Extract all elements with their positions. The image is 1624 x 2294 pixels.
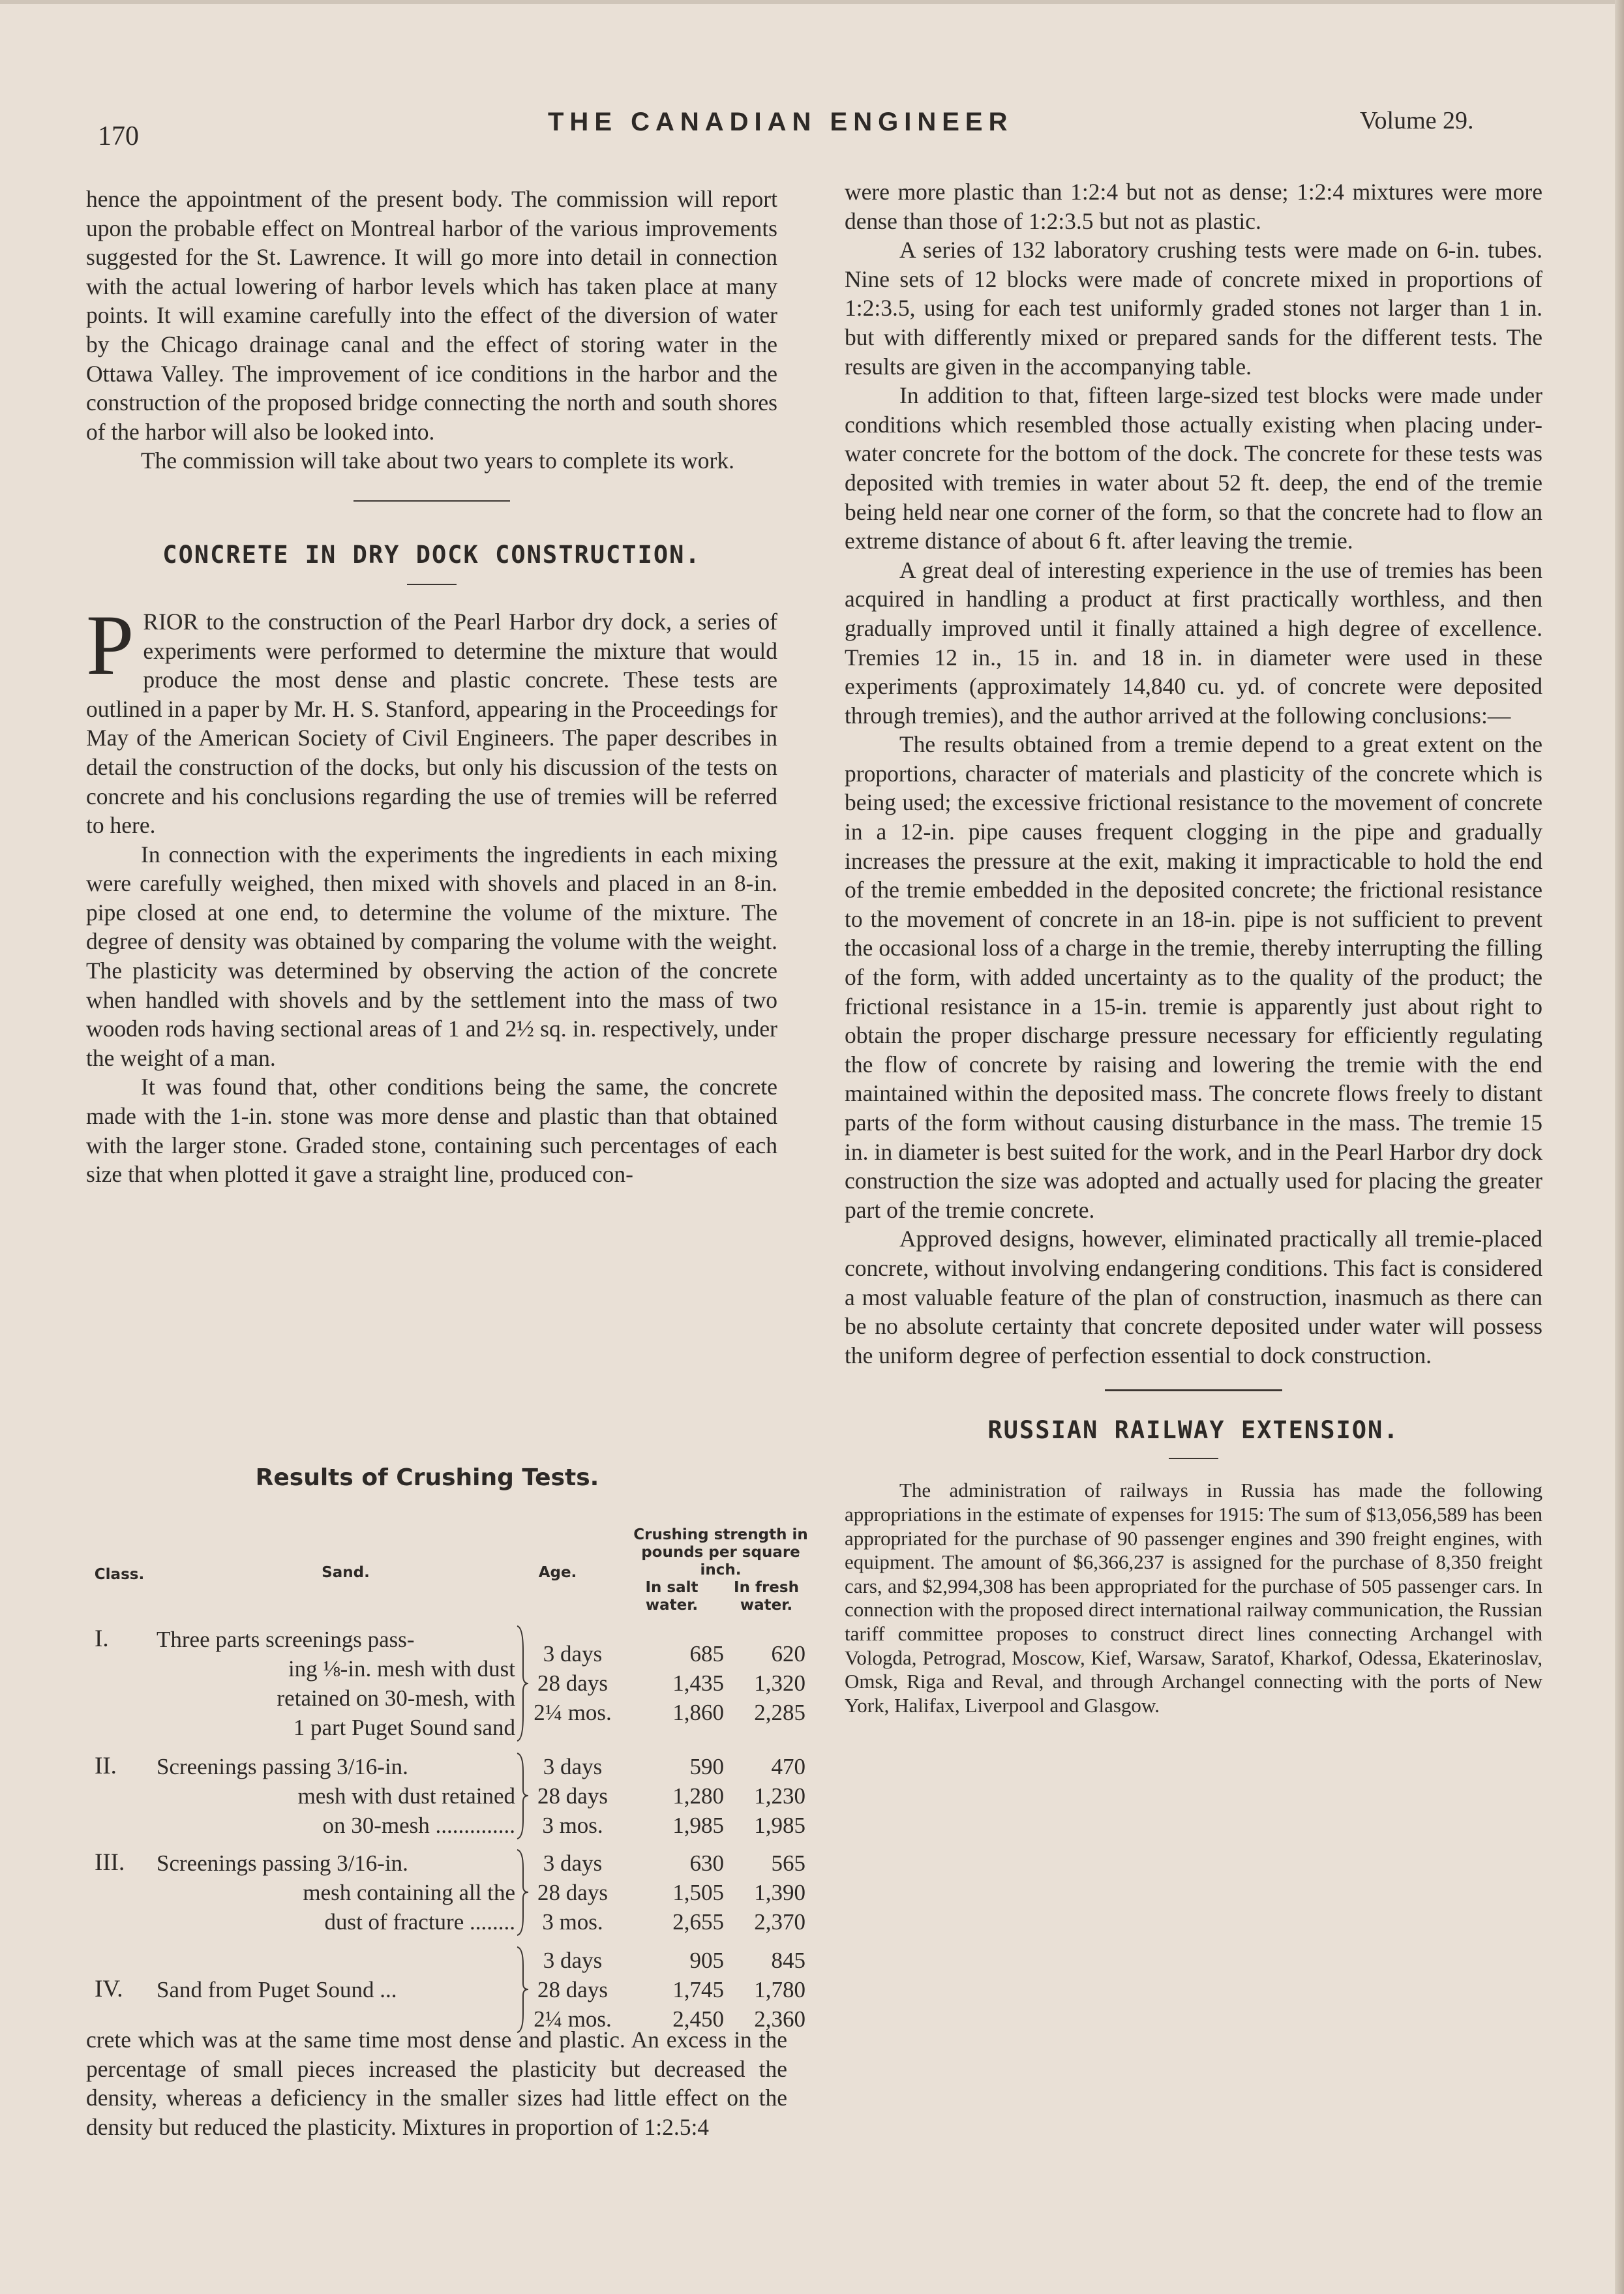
- salt-cell: 1,435: [672, 1670, 724, 1696]
- row-ages: [530, 1849, 615, 1937]
- salt-cell: 1,985: [672, 1813, 724, 1838]
- fresh-cell: 1,780: [754, 1977, 805, 2002]
- salt-cell: 1,505: [672, 1880, 724, 1905]
- fresh-cell: 845: [771, 1948, 805, 1973]
- row-sand: [157, 1975, 515, 2004]
- page-top-edge: [0, 0, 1624, 4]
- salt-cell: 905: [689, 1948, 724, 1973]
- age-cell: 2¼ mos.: [534, 1700, 612, 1725]
- sand-line: retained on 30-mesh, with: [277, 1685, 515, 1711]
- volume-label: Volume 29.: [1360, 107, 1474, 134]
- title-underline: [1169, 1458, 1218, 1459]
- fresh-cell: 565: [771, 1850, 805, 1876]
- salt-cell: 630: [689, 1850, 724, 1876]
- page-number: 170: [98, 121, 139, 151]
- row-fresh: [721, 1639, 805, 1727]
- body-paragraph: The administration of railways in Russia has made the following appropriations in the estimate of expenses for 1915: The sum of $13,056,589 has been appropriated for the purchase of 90 passenger engines and 390 freight engines, with equipment. The amount of $6,366,237 is assigned for the purchase of 8,350 freight cars, and $2,994,308 has been appropriated for the purchase of 505 passenger cars. In connection with the proposed direct international railway communication, the Russian tariff committee proposes to construct direct lines connecting Archangel with Vologda, Petrograd, Moscow, Kief, Warsaw, Saratof, Kharkof, Odessa, Ekaterinoslav, Omsk, Riga and Reval, and through Archangel connecting with the ports of New York, Halifax, Liverpool and Glasgow.: [845, 1479, 1542, 1717]
- header-fresh: In fresh water.: [734, 1579, 799, 1614]
- body-paragraph: In addition to that, fifteen large-sized test blocks were made under conditions which resembled those actually existing when placing under-water concrete for the bottom of the dock. The concrete for these tests was deposited with tremies in water about 52 ft. deep, the end of the tremie being held near one corner of the form, so that the concrete had to flow an extreme distance of about 6 ft. after leaving the tremie.: [845, 382, 1542, 554]
- row-class: I.: [95, 1625, 109, 1652]
- crushing-tests-table: [88, 1464, 808, 2065]
- body-paragraph: crete which was at the same time most dense and plastic. An excess in the percentage of small pieces increased the plasticity but decreased the density, whereas a deficiency in the smaller sizes had little effect on the density but reduced the plasticity. Mixtures in proportion of 1:2.5:4: [86, 2027, 787, 2140]
- body-paragraph: The results obtained from a tremie depend to a great extent on the proportions, character of materials and plasticity of the concrete which is being used; the excessive frictional resistance to the movement of concrete in a 12-in. pipe causes frequent clogging in the pipe and gradually increases the pressure at the exit, making it impracticable to hold the end of the tremie embedded in the deposited concrete; the frictional resistance to the movement of concrete in an 18-in. pipe is not sufficient to prevent the occasional loss of a charge in the tremie, thereby interrupting the filling of the form, with added uncertainty as to the quality of the product; the frictional resistance in a 15-in. tremie is apparently just about right to obtain the proper discharge pressure necessary for efficiently regulating the flow of concrete by raising and lowering the tremie with the end maintained within the deposited mass. The concrete flows freely to distant parts of the form without causing disturbance in the mass. The tremie 15 in. in diameter is best suited for the work, and in the Pearl Harbor dry dock construction the size was adopted and actually used for placing the greater part of the tremie concrete.: [845, 731, 1542, 1223]
- body-paragraph: A great deal of interesting experience in the use of tremies has been acquired in handling a product at first practically worthless, and then gradually improved until it finally attained a high degree of excellence. Tremies 12 in., 15 in. and 18 in. in diameter were used in these experiments (approximately 14,840 cu. yd. of concrete were deposited through tremies), and the author arrived at the following conclusions:—: [845, 556, 1542, 729]
- salt-cell: 1,280: [672, 1783, 724, 1809]
- age-cell: 28 days: [537, 1977, 608, 2002]
- body-paragraph: In connection with the experiments the ingredients in each mixing were carefully weighed, then mixed with shovels and placed in an 8-in. pipe closed at one end, to determine the volume of the mixture. The degree of density was obtained by comparing the volume with the weight. The plasticity was determined by observing the action of the concrete when handled with shovels and by the settlement into the mass of two wooden rods having sectional areas of 1 and 2½ sq. in. respectively, under the weight of a man.: [86, 841, 777, 1071]
- fresh-cell: 1,390: [754, 1880, 805, 1905]
- article-title: CONCRETE IN DRY DOCK CONSTRUCTION.: [162, 540, 701, 569]
- fresh-cell: 1,230: [754, 1783, 805, 1809]
- salt-cell: 1,745: [672, 1977, 724, 2002]
- section-divider: [353, 500, 510, 502]
- fresh-cell: 1,320: [754, 1670, 805, 1696]
- brace-icon: [515, 1752, 530, 1840]
- intro-paragraph: hence the appointment of the present body. The commission will report upon the probable effect on Montreal harbor of the various improvements suggested for the St. Lawrence. It will go more into detail in connection with the actual lowering of harbor levels which has taken place at many points. It will examine carefully into the effect of the diversion of water by the Chicago drainage canal and the effect of storing water in the Ottawa Valley. The improvement of ice conditions in the harbor and the construction of the proposed bridge connecting the north and south shores of the harbor will also be looked into.: [86, 186, 777, 445]
- sand-line: ing ⅛-in. mesh with dust: [288, 1656, 515, 1682]
- age-cell: 3 days: [543, 1948, 603, 1973]
- row-class: IV.: [95, 1976, 123, 2002]
- fresh-cell: 1,985: [754, 1813, 805, 1838]
- brace-icon: [515, 1946, 530, 2034]
- row-salt: [633, 1639, 724, 1727]
- salt-cell: 685: [689, 1641, 724, 1667]
- fresh-cell: 2,360: [754, 2006, 805, 2032]
- section-divider: [1105, 1389, 1282, 1391]
- brace-icon: [515, 1849, 530, 1937]
- fresh-cell: 470: [771, 1754, 805, 1779]
- page-header: [0, 101, 1624, 153]
- sand-line: on 30-mesh ..............: [322, 1813, 515, 1838]
- sand-line: dust of fracture ........: [324, 1909, 515, 1935]
- row-fresh: [721, 1752, 805, 1840]
- sand-line: Screenings passing 3/16-in.: [157, 1850, 408, 1876]
- age-cell: 3 days: [543, 1850, 603, 1876]
- row-class: II.: [95, 1753, 117, 1779]
- age-cell: 3 mos.: [542, 1909, 603, 1935]
- row-ages: [530, 1946, 615, 2034]
- age-cell: 3 mos.: [542, 1813, 603, 1838]
- body-paragraph: were more plastic than 1:2:4 but not as dense; 1:2:4 mixtures were more dense than those of 1:2:3.5 but not as plastic.: [845, 179, 1542, 234]
- table-body: [88, 1491, 808, 2065]
- fresh-cell: 2,285: [754, 1700, 805, 1725]
- sand-line: Three parts screenings pass-: [157, 1627, 415, 1652]
- fresh-cell: 620: [771, 1641, 805, 1667]
- table-title: Results of Crushing Tests.: [255, 1464, 599, 1491]
- row-salt: [633, 1849, 724, 1937]
- drop-cap: P: [86, 596, 134, 693]
- first-paragraph-text: RIOR to the construction of the Pearl Harbor dry dock, a series of experiments were performed to determine the mixture that would produce the most dense and plastic concrete. These tests are outlined in a paper by Mr. H. S. Stanford, appearing in the Proceedings for May of the American Society of Civil Engineers. The paper describes in detail the construction of the docks, but only his discussion of the tests on concrete and his conclusions regarding the use of tremies will be referred to here.: [86, 608, 777, 839]
- body-paragraph: A series of 132 laboratory crushing tests were made on 6-in. tubes. Nine sets of 12 blocks were made of concrete mixed in proportions of 1:2:3.5, using for each test uniformly graded stones not larger than 1 in. but with differently mixed or prepared sands for the different tests. The results are given in the accompanying table.: [845, 237, 1542, 380]
- sand-line: 1 part Puget Sound sand: [293, 1715, 515, 1740]
- article-title: RUSSIAN RAILWAY EXTENSION.: [987, 1416, 1400, 1445]
- left-column: [86, 185, 777, 1189]
- journal-title: THE CANADIAN ENGINEER: [548, 108, 1014, 136]
- body-paragraph: Approved designs, however, eliminated practically all tremie-placed concrete, without involving endangering conditions. This fact is considered a most valuable feature of the plan of construction, inasmuch as there can be no absolute certainty that concrete deposited under water will possess the uniform degree of perfection essential to dock construction.: [845, 1226, 1543, 1368]
- row-sand: [157, 1849, 515, 1937]
- salt-cell: 590: [689, 1754, 724, 1779]
- row-salt: [633, 1946, 724, 2034]
- sand-line: mesh with dust retained: [297, 1783, 515, 1809]
- page-binding-edge: [1615, 0, 1624, 2294]
- right-column: [845, 177, 1542, 1717]
- row-ages: [530, 1752, 615, 1840]
- age-cell: 28 days: [537, 1670, 608, 1696]
- header-strength: Crushing strength in pounds per square inch.: [633, 1526, 808, 1578]
- age-cell: 28 days: [537, 1880, 608, 1905]
- title-underline: [407, 584, 457, 585]
- header-class: Class.: [94, 1566, 145, 1583]
- salt-cell: 1,860: [672, 1700, 724, 1725]
- row-fresh: [721, 1946, 805, 2034]
- intro-paragraph: The commission will take about two years to complete its work.: [141, 447, 734, 474]
- age-cell: 2¼ mos.: [534, 2006, 612, 2032]
- fresh-cell: 2,370: [754, 1909, 805, 1935]
- row-sand: [157, 1625, 515, 1742]
- sand-line: mesh containing all the: [303, 1880, 515, 1905]
- row-salt: [633, 1752, 724, 1840]
- age-cell: 3 days: [543, 1641, 603, 1667]
- age-cell: 28 days: [537, 1783, 608, 1809]
- row-sand: [157, 1752, 515, 1840]
- brace-icon: [515, 1625, 530, 1742]
- left-column-continuation: [86, 2025, 787, 2141]
- row-fresh: [721, 1849, 805, 1937]
- salt-cell: 2,450: [672, 2006, 724, 2032]
- header-salt: In salt water.: [645, 1579, 699, 1614]
- row-ages: [530, 1639, 615, 1727]
- sand-line: Sand from Puget Sound ...: [157, 1977, 397, 2002]
- sand-line: Screenings passing 3/16-in.: [157, 1754, 408, 1779]
- body-paragraph: It was found that, other conditions being the same, the concrete made with the 1-in. stone was more dense and plastic than that obtained with the larger stone. Graded stone, containing such percentages of each size that when plotted it gave a straight line, produced con-: [86, 1074, 777, 1188]
- header-age: Age.: [538, 1564, 577, 1581]
- header-sand: Sand.: [322, 1564, 370, 1581]
- article-first-paragraph: [86, 596, 777, 840]
- salt-cell: 2,655: [672, 1909, 724, 1935]
- age-cell: 3 days: [543, 1754, 603, 1779]
- row-class: III.: [95, 1849, 125, 1876]
